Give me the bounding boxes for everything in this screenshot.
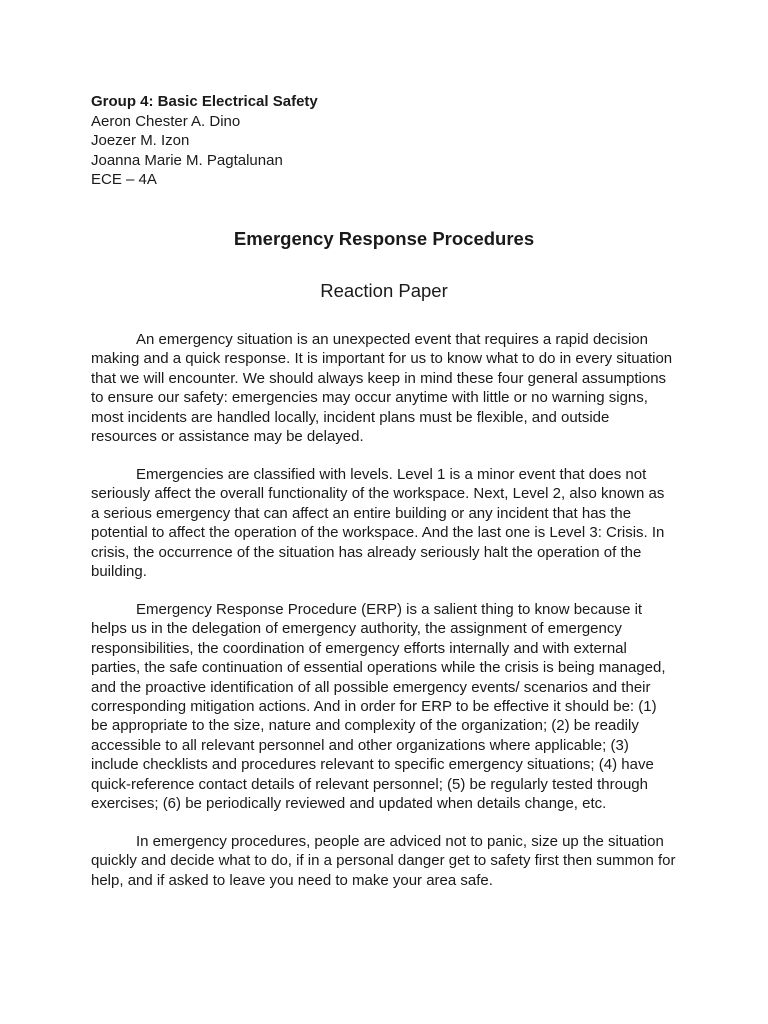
class-section: ECE – 4A [91,171,157,188]
paragraph-line: exercises; (6) be periodically reviewed and updated when details change, etc. [91,795,607,813]
paragraph-line: resources or assistance may be delayed. [91,428,364,446]
paragraph [91,330,691,446]
paragraph-line: building. [91,563,147,581]
paragraph-line: be appropriate to the size, nature and complexity of the organization; (2) be readily [91,717,639,735]
paragraph-line: a serious emergency that can affect an entire building or any incident that has the [91,504,632,522]
paragraph-line: Emergency Response Procedure (ERP) is a salient thing to know because it [136,601,643,618]
paragraph-line: most incidents are handled locally, incident plans must be flexible, and outside [91,408,610,426]
paragraph [91,832,691,890]
author-name: Joezer M. Izon [91,132,190,149]
paragraph-line: quick-reference contact details of relevant personnel; (5) be regularly tested through [91,775,648,793]
paragraph-line: help, and if asked to leave you need to make your area safe. [91,871,493,889]
paragraph [91,600,691,813]
paragraph-line: making and a quick response. It is important for us to know what to do in every situation [91,350,673,368]
paragraph-line: crisis, the occurrence of the situation has already seriously halt the operation of the [91,543,642,561]
paragraph-line: accessible to all relevant personnel and other organizations where applicable; (3) [91,736,629,754]
paragraph-line: to ensure our safety: emergencies may occur anytime with little or no warning signs, [91,389,648,407]
paragraph-line: corresponding mitigation actions. And in order for ERP to be effective it should be: (1) [91,698,657,716]
group-title: Group 4: Basic Electrical Safety [91,93,318,110]
paragraph-line: Emergencies are classified with levels. Level 1 is a minor event that does not [136,466,647,483]
paragraph [91,465,691,581]
paragraph-line: that we will encounter. We should always keep in mind these four general assumptions [91,369,667,387]
document-subtitle: Reaction Paper [320,280,448,301]
paragraph-line: In emergency procedures, people are adviced not to panic, size up the situation [136,833,664,850]
author-name: Joanna Marie M. Pagtalunan [91,151,283,169]
document-title: Emergency Response Procedures [233,228,535,249]
paragraph-line: seriously affect the overall functionality of the workspace. Next, Level 2, also known as [91,485,665,503]
paragraph-line: helps us in the delegation of emergency authority, the assignment of emergency [91,620,622,638]
paragraph-line: and the proactive identification of all possible emergency events/ scenarios and their [91,678,651,696]
author-name: Aeron Chester A. Dino [91,112,241,130]
paragraph-line: potential to affect the operation of the workspace. And the last one is Level 3: Crisis. In [91,524,665,542]
paragraph-line: quickly and decide what to do, if in a personal danger get to safety first then summon for [91,852,676,870]
paragraph-line: parties, the safe continuation of essential operations while the crisis is being managed, [91,659,666,677]
header-block [91,92,681,190]
paragraph-line: include checklists and procedures relevant to specific emergency situations; (4) have [91,756,654,774]
paragraph-line: An emergency situation is an unexpected event that requires a rapid decision [136,331,648,348]
paragraph-line: responsibilities, the coordination of emergency efforts internally and with external [91,639,627,657]
